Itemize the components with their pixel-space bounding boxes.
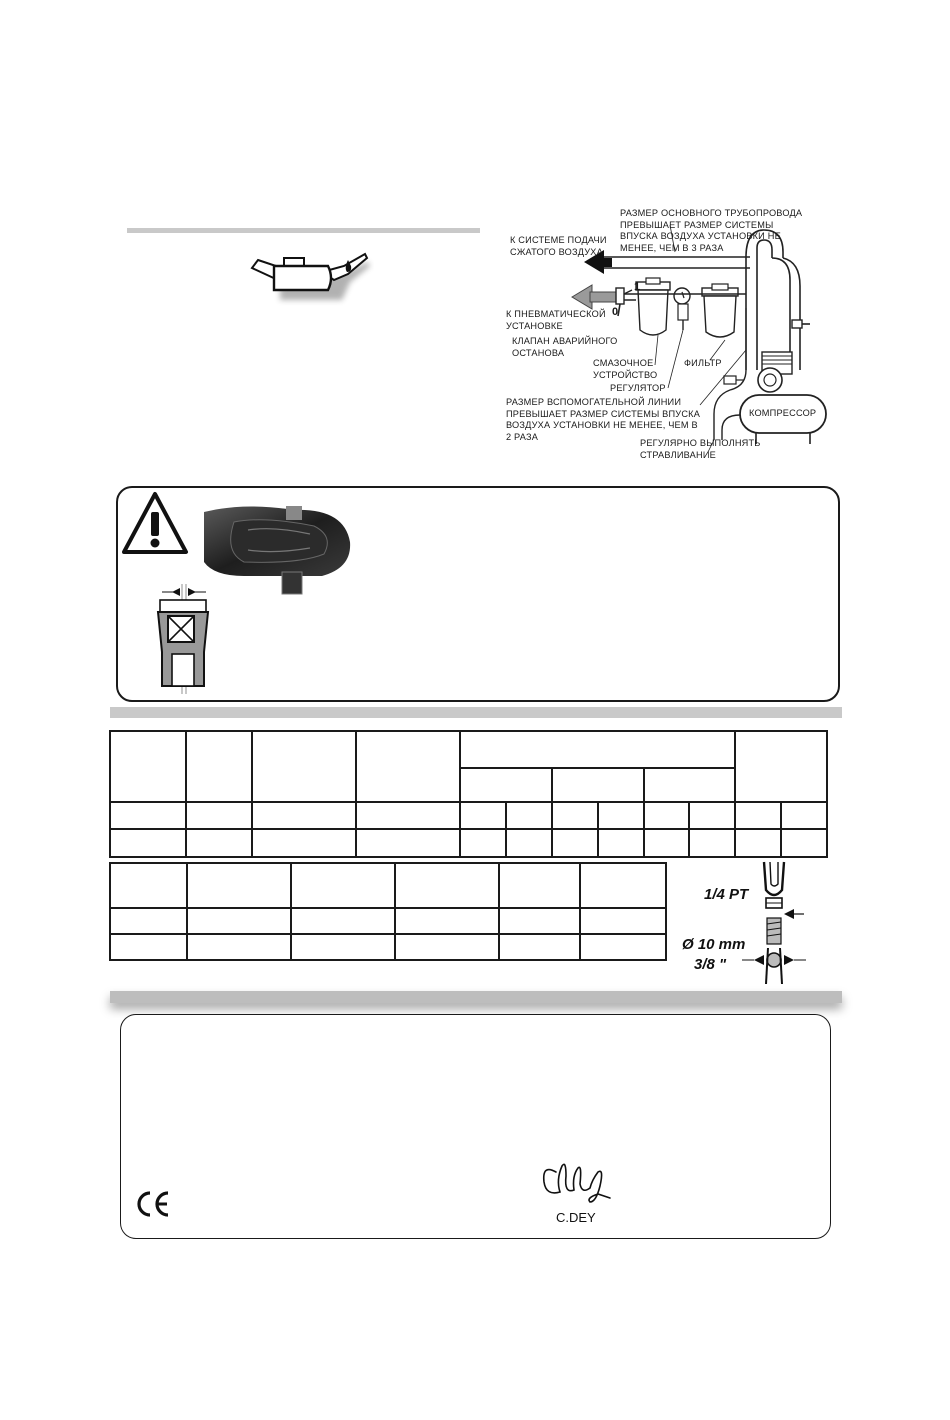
aux-line-note: РАЗМЕР ВСПОМОГАТЕЛЬНОЙ ЛИНИИ ПРЕВЫШАЕТ РАЗМЕР СИСТЕМЫ ВПУСКА ВОЗДУХА УСТАНОВКИ НЕ МЕНЕЕ, ЧЕМ В 2 РАЗА <box>506 397 701 442</box>
section-rule-declaration <box>110 991 842 1003</box>
main-pipe-note: РАЗМЕР ОСНОВНОГО ТРУБОПРОВОДА ПРЕВЫШАЕТ РАЗМЕР СИСТЕМЫ ВПУСКА ВОЗДУХА УСТАНОВКИ НЕ МЕНЕЕ, ЧЕМ В 3 РАЗА <box>620 208 803 253</box>
spec-table-secondary <box>109 862 667 961</box>
supply-label: К СИСТЕМЕ ПОДАЧИ СЖАТОГО ВОЗДУХА <box>510 235 607 257</box>
regulator-label: РЕГУЛЯТОР <box>610 383 666 393</box>
socket-drive-icon <box>148 582 214 694</box>
valve-pos-on: 1 <box>634 281 641 293</box>
declaration-panel <box>120 1014 831 1239</box>
tool-label: К ПНЕВМАТИЧЕСКОЙ УСТАНОВКЕ <box>506 309 606 331</box>
ratchet-head-photo <box>204 492 354 598</box>
handwritten-signature <box>538 1158 614 1208</box>
drain-label: РЕГУЛЯРНО ВЫПОЛНЯТЬ СТРАВЛИВАНИЕ <box>640 438 761 460</box>
compressor-label: КОМПРЕССОР <box>749 408 817 418</box>
air-fitting-diagram <box>740 860 820 986</box>
valve-pos-off: 0 <box>612 306 619 318</box>
lubricator-label: СМАЗОЧНОЕ УСТРОЙСТВО <box>593 358 658 380</box>
section-rule-top <box>127 228 480 233</box>
valve-label: КЛАПАН АВАРИЙНОГО ОСТАНОВА <box>512 336 618 358</box>
ce-mark-logo <box>134 1190 172 1218</box>
spec-table-main <box>109 730 828 858</box>
warning-triangle-icon <box>121 490 189 558</box>
thread-size: 1/4 PT <box>704 886 749 903</box>
oil-can-icon <box>244 246 374 310</box>
hose-diameter: Ø 10 mm <box>682 936 746 953</box>
hose-inch-size: 3/8 " <box>694 956 727 973</box>
section-rule-specs <box>110 707 842 718</box>
signature-name: C.DEY <box>556 1210 596 1225</box>
filter-label: ФИЛЬТР <box>684 358 722 368</box>
